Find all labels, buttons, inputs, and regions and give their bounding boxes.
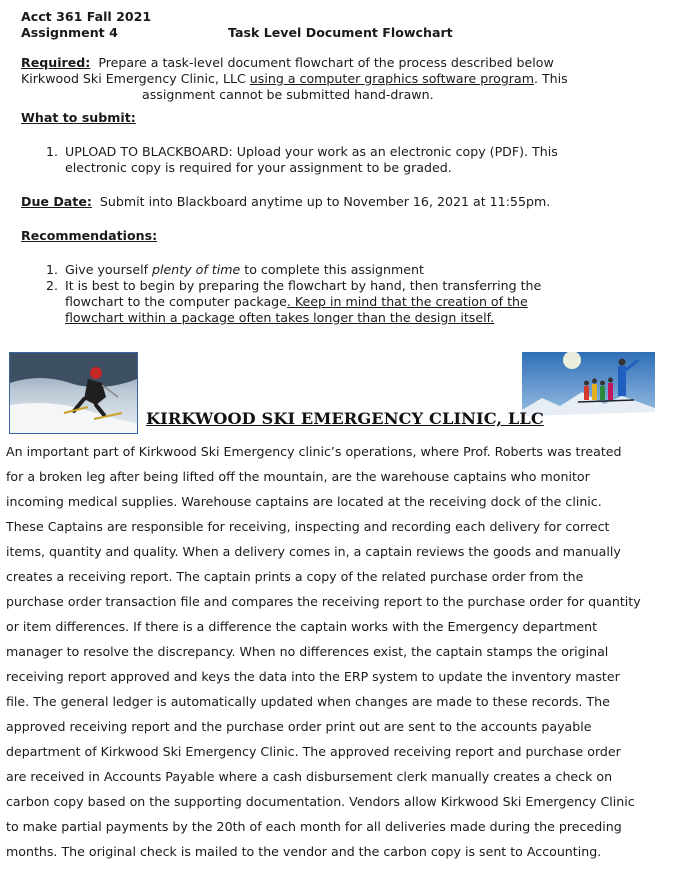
due-date-text: Submit into Blackboard anytime up to November 16, 2021 at 11:55pm. xyxy=(99,194,551,209)
required-line-3: assignment cannot be submitted hand-drawn. xyxy=(142,87,434,102)
rec-item-2-line-2-underlined: . Keep in mind that the creation of the xyxy=(286,294,528,309)
rec-item-2-line-1: It is best to begin by preparing the flowchart by hand, then transferring the xyxy=(65,278,542,293)
skier-photo-left xyxy=(9,352,138,434)
paragraph-line: incoming medical supplies. Warehouse captains are located at the receiving dock of the clinic. xyxy=(6,494,602,509)
paragraph-line: department of Kirkwood Ski Emergency Clinic. The approved receiving report and purchase order xyxy=(6,744,621,759)
rec-item-1 xyxy=(65,262,424,278)
rec-item-1-italic: plenty of time xyxy=(152,262,241,277)
rec-item-2-number: 2. xyxy=(46,278,59,293)
required-label: Required: xyxy=(21,55,91,70)
paragraph-line: or item differences. If there is a difference the captain works with the Emergency department xyxy=(6,619,598,634)
due-date-line xyxy=(21,194,550,210)
rec-item-2-line-2-pre: flowchart to the computer package xyxy=(65,294,287,309)
submit-label: What to submit: xyxy=(21,110,136,125)
paragraph-line: An important part of Kirkwood Ski Emergency clinic’s operations, where Prof. Roberts was treated xyxy=(6,444,622,459)
assignment-label: Assignment 4 xyxy=(21,25,118,40)
paragraph-line: purchase order transaction file and compares the receiving report to the purchase order for quantity xyxy=(6,594,641,609)
paragraph-line: carbon copy based on the supporting documentation. Vendors allow Kirkwood Ski Emergency Clinic xyxy=(6,794,635,809)
submit-item-line-1: UPLOAD TO BLACKBOARD: Upload your work as an electronic copy (PDF). This xyxy=(65,144,558,159)
description-paragraph xyxy=(6,444,676,869)
due-date-label: Due Date: xyxy=(21,194,92,209)
paragraph-line: are received in Accounts Payable where a cash disbursement clerk manually creates a check on xyxy=(6,769,613,784)
required-text-2b: using a computer graphics software program xyxy=(249,71,534,86)
skier-illustration-left xyxy=(10,353,137,433)
paragraph-line: creates a receiving report. The captain prints a copy of the related purchase order from the xyxy=(6,569,584,584)
rec-item-2-line-3: flowchart within a package often takes longer than the design itself. xyxy=(65,310,495,325)
paragraph-line: file. The general ledger is automatically updated when changes are made to these records. The xyxy=(6,694,610,709)
required-line-2 xyxy=(21,71,568,87)
rec-item-1-number: 1. xyxy=(46,262,59,277)
rec-item-1-pre: Give yourself xyxy=(65,262,153,277)
submit-item-line-2: electronic copy is required for your assignment to be graded. xyxy=(65,160,452,175)
paragraph-line: for a broken leg after being lifted off the mountain, are the warehouse captains who monitor xyxy=(6,469,590,484)
submit-item-number: 1. xyxy=(46,144,59,159)
clinic-title: KIRKWOOD SKI EMERGENCY CLINIC, LLC xyxy=(146,409,544,428)
paragraph-line: to make partial payments by the 20th of each month for all deliveries made during the preceding xyxy=(6,819,622,834)
course-title: Acct 361 Fall 2021 xyxy=(21,9,152,24)
rec-item-2-line-2 xyxy=(65,294,528,310)
paragraph-line: months. The original check is mailed to the vendor and the carbon copy is sent to Accounting. xyxy=(6,844,602,859)
paragraph-line: items, quantity and quality. When a delivery comes in, a captain reviews the goods and manually xyxy=(6,544,621,559)
required-text-1: Prepare a task-level document flowchart of the process described below xyxy=(98,55,554,70)
required-text-2c: . This xyxy=(533,71,568,86)
paragraph-line: approved receiving report and the purchase order print out are sent to the accounts payable xyxy=(6,719,592,734)
required-line-1 xyxy=(21,55,554,71)
rec-item-1-post: to complete this assignment xyxy=(240,262,424,277)
paragraph-line: These Captains are responsible for receiving, inspecting and recording each delivery for correct xyxy=(6,519,610,534)
document-title: Task Level Document Flowchart xyxy=(228,25,453,40)
recommendations-label: Recommendations: xyxy=(21,228,158,243)
required-text-2a: Kirkwood Ski Emergency Clinic, LLC xyxy=(21,71,250,86)
paragraph-line: manager to resolve the discrepancy. When no differences exist, the captain stamps the original xyxy=(6,644,609,659)
paragraph-line: receiving report approved and keys the data into the ERP system to update the inventory master xyxy=(6,669,620,684)
